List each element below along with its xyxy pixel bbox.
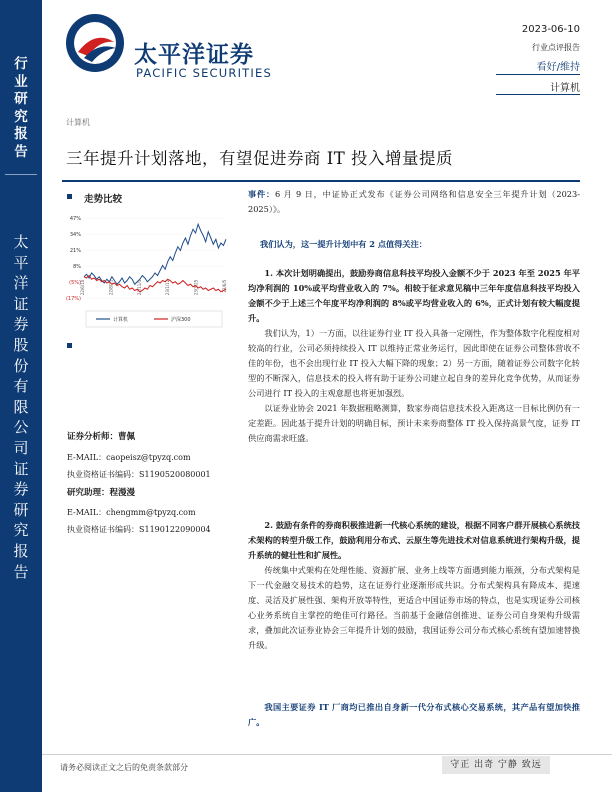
sidebar-company-char: 洋 bbox=[13, 274, 29, 293]
analyst-cert: 执业资格证书编码：S1190520080001 bbox=[67, 470, 211, 479]
y-tick-label: (17%) bbox=[65, 296, 81, 302]
sidebar-company-char: 司 bbox=[13, 438, 29, 457]
sidebar-company-char: 股 bbox=[13, 335, 29, 354]
assistant-cert: 执业资格证书编码：S1190122090004 bbox=[67, 525, 211, 534]
y-tick-label: 34% bbox=[69, 232, 81, 238]
sidebar-category-char: 研 bbox=[14, 91, 28, 107]
footer-motto: 守正 出奇 宁静 致远 bbox=[442, 756, 550, 774]
sidebar-company-char: 究 bbox=[13, 521, 29, 540]
sidebar-category-char: 报 bbox=[14, 126, 28, 142]
report-type: 行业点评报告 bbox=[532, 43, 580, 52]
legend-label: 沪深300 bbox=[171, 317, 191, 323]
point-two-block bbox=[248, 518, 580, 653]
title-divider bbox=[62, 180, 580, 182]
assistant-email: E-MAIL：chengmm@tpyzq.com bbox=[67, 508, 196, 517]
conclusion-paragraph: 我国主要证券 IT 厂商均已推出自身新一代分布式核心交易系统，其产品有望加快推广。 bbox=[248, 702, 580, 727]
assistant-name: 程漫漫 bbox=[109, 488, 136, 498]
sidebar-company-char: 报 bbox=[13, 541, 29, 560]
sidebar-category-char: 告 bbox=[14, 143, 28, 160]
analyst-name: 曹佩 bbox=[118, 432, 136, 442]
section-marker-icon bbox=[67, 194, 72, 199]
brand-name-cn: 太平洋证券 bbox=[134, 42, 254, 68]
x-tick-label: 23/6/5 bbox=[222, 279, 227, 293]
sidebar-company-char: 告 bbox=[13, 562, 29, 581]
sidebar-company-char: 券 bbox=[13, 315, 29, 334]
assistant-label: 研究助理： bbox=[67, 488, 110, 498]
y-tick-label: 21% bbox=[69, 248, 81, 254]
point-one-para: 我们认为，1）一方面，以往证券行业 IT 投入具备一定刚性，作为整体数字化程度相对较高的行业，公司必须持续投入 IT 以维持正常业务运行，因此即使在证券公司整体营收不佳的年份，也不会出现行业 IT 投入大幅下降的现象；2）另一方面，随着证券公司数字化转型的不断深入，信息技术的投入将有助于证券公司建立起自身的差异化竞争优势，从而证券公司进行 IT 投入的主观意愿也将更加强烈。 bbox=[248, 328, 580, 398]
lead-paragraph: 我们认为，这一提升计划中有 2 点值得关注： bbox=[260, 239, 427, 249]
page-title: 三年提升计划落地，有望促进券商 IT 投入增量提质 bbox=[66, 149, 454, 168]
sidebar-company-char: 份 bbox=[13, 356, 29, 375]
assistant-heading bbox=[67, 488, 135, 499]
x-tick-label: 22/11/1 bbox=[136, 279, 142, 296]
legend-label: 计算机 bbox=[113, 317, 129, 323]
x-tick-label: 22/6/10 bbox=[80, 279, 85, 296]
sidebar-report-category bbox=[0, 56, 42, 161]
sidebar-company-char: 太 bbox=[13, 233, 29, 251]
rating-badge: 看好/维持 bbox=[536, 62, 580, 73]
report-date: 2023-06-10 bbox=[521, 24, 580, 35]
sector-label: 计算机 bbox=[550, 83, 580, 94]
point-two-bold: 2. 鼓励有条件的券商积极推进新一代核心系统的建设，根据不同客户群开展核心系统技术架构的转型升级工作，鼓励利用分布式、云原生等先进技术对信息系统进行架构升级，提升系统的健壮性和扩展性。 bbox=[248, 520, 580, 560]
x-tick-label: 22/8/21 bbox=[108, 279, 114, 296]
series-line bbox=[84, 276, 226, 292]
y-tick-label: 47% bbox=[69, 216, 81, 222]
brand-name-en: PACIFIC SECURITIES bbox=[136, 66, 272, 80]
sidebar-company-char: 证 bbox=[13, 459, 29, 478]
sidebar-company-char: 平 bbox=[13, 253, 29, 272]
event-text: 6 月 9 日，中证协正式发布《证券公司网络和信息安全三年提升计划（2023-2025）》。 bbox=[248, 189, 580, 214]
point-two-para: 传统集中式架构在处理性能、资源扩展、业务上线等方面遇到能力瓶颈，分布式架构是下一代金融交易技术的趋势，这在证券行业逐渐形成共识。分布式架构具有降成本、提速度、灵活及扩展性强、架构开放等特性，更适合中国证券市场的特点，也是实现证券公司核心业务系统自主掌控的绝佳可行路径。当前基于金融信创推进、证券公司自身架构升级需求，叠加此次证券业协会三年提升计划的鼓励，我国证券公司分布式核心系统有望加速替换升级。 bbox=[248, 565, 580, 650]
sidebar-category-char: 业 bbox=[14, 73, 28, 90]
analyst-label: 证券分析师： bbox=[67, 432, 119, 442]
x-tick-label: 23/1/12 bbox=[165, 279, 171, 296]
x-tick-label: 23/3/25 bbox=[193, 279, 199, 296]
analyst-heading bbox=[67, 432, 135, 443]
sidebar-category-char: 行 bbox=[14, 56, 28, 72]
footer-divider bbox=[42, 754, 612, 755]
sidebar-company-char: 券 bbox=[13, 480, 29, 499]
analyst-email: E-MAIL：caopeisz@tpyzq.com bbox=[67, 453, 191, 462]
sidebar-category-char: 究 bbox=[14, 108, 28, 125]
trend-chart bbox=[62, 208, 230, 333]
sub-sector-label: 计算机 bbox=[66, 118, 90, 127]
sidebar-company-char: 限 bbox=[13, 397, 29, 416]
sidebar-company-char: 研 bbox=[13, 500, 29, 519]
point-one-para: 以证券业协会 2021 年数据粗略测算，数家券商信息技术投入距离这一目标比例仍有一定差距。因此基于提升计划的明确目标，预计未来券商整体 IT 投入保持高景气度，证券 IT 供应商需求旺盛。 bbox=[248, 403, 580, 443]
point-one-bold: 1. 本次计划明确提出，鼓励券商信息科技平均投入金额不少于 2023 年至 2025 年平均净利润的 10%或平均营业收入的 7%。相较于征求意见稿中三年年度信息科技平均投入金额不少于上述三个年度平均净利润的 8%或平均营业收入的 6%，正式计划有较大幅度提升。 bbox=[248, 268, 580, 323]
sidebar-company-label bbox=[0, 232, 42, 582]
series-line bbox=[84, 224, 226, 284]
footer-disclaimer: 请务必阅读正文之后的免责条款部分 bbox=[60, 763, 188, 772]
y-tick-label: 8% bbox=[73, 264, 81, 270]
event-label: 事件： bbox=[248, 189, 275, 199]
sidebar-company-char: 有 bbox=[13, 377, 29, 396]
y-tick-label: (5%) bbox=[69, 280, 81, 286]
header-divider bbox=[496, 94, 580, 95]
header-divider bbox=[496, 74, 580, 75]
point-one-block bbox=[248, 266, 580, 446]
section-marker-icon bbox=[67, 343, 72, 348]
company-logo-icon bbox=[64, 12, 126, 74]
trend-heading: 走势比较 bbox=[84, 194, 123, 205]
sidebar-company-char: 公 bbox=[13, 418, 29, 437]
event-paragraph bbox=[248, 187, 580, 217]
sidebar-company-char: 证 bbox=[13, 294, 29, 313]
sidebar-divider bbox=[5, 174, 37, 175]
